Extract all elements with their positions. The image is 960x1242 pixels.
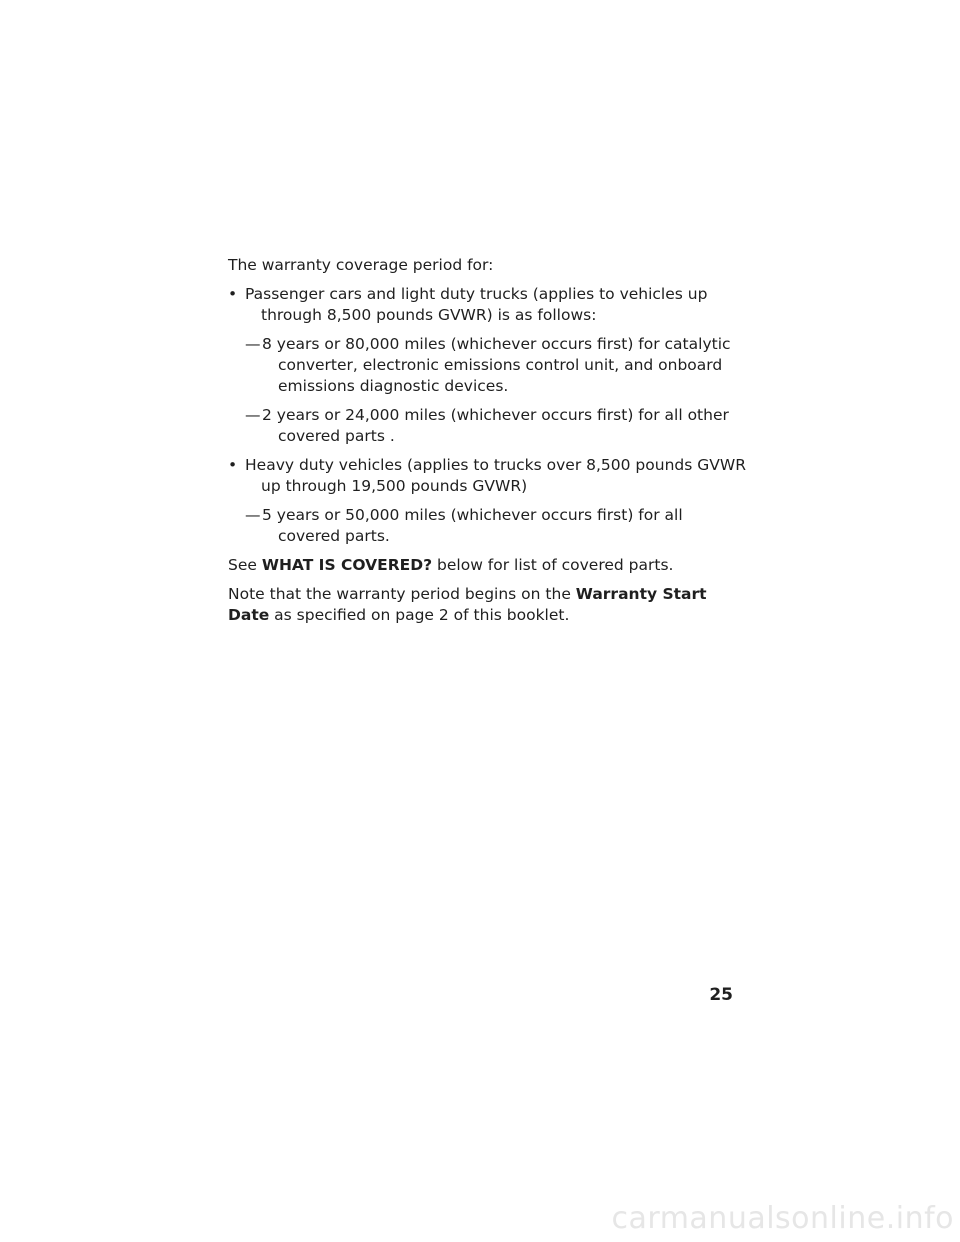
see-prefix: See [228,556,262,574]
bullet-marker: • [228,456,238,474]
see-paragraph [228,555,748,576]
sub-item-text: 2 years or 24,000 miles (whichever occurs first) for all other covered parts . [262,406,729,445]
note-prefix: Note that the warranty period begins on the [228,585,576,603]
bullet-text: Heavy duty vehicles (applies to trucks over 8,500 pounds GVWR up through 19,500 pounds GVWR) [245,456,746,495]
warranty-start-date-reference: Warranty Start Date [228,585,707,624]
sub-item-text: 8 years or 80,000 miles (whichever occurs first) for catalytic converter, electronic emissions control unit, and onboard emissions diagnostic devices. [262,335,731,395]
intro-paragraph: The warranty coverage period for: [228,256,494,274]
document-body [228,255,748,634]
sub-item-text: 5 years or 50,000 miles (whichever occurs first) for all covered parts. [262,506,683,545]
what-is-covered-reference: WHAT IS COVERED? [261,556,433,574]
note-suffix: as specified on page 2 of this booklet. [269,606,570,624]
sub-item-other-parts [245,405,748,447]
dash-marker: — [245,406,261,424]
watermark: carmanualsonline.info [611,1201,954,1236]
dash-marker: — [245,506,261,524]
bullet-item-passenger [228,284,748,326]
see-suffix: below for list of covered parts. [432,556,674,574]
bullet-item-heavy-duty [228,455,748,497]
sub-item-catalytic [245,334,748,397]
bullet-text: Passenger cars and light duty trucks (applies to vehicles up through 8,500 pounds GVWR) is as follows: [245,285,708,324]
dash-marker: — [245,335,261,353]
sub-item-heavy-duty-parts [245,505,748,547]
page-number: 25 [709,985,733,1005]
bullet-marker: • [228,285,238,303]
note-paragraph [228,584,748,626]
